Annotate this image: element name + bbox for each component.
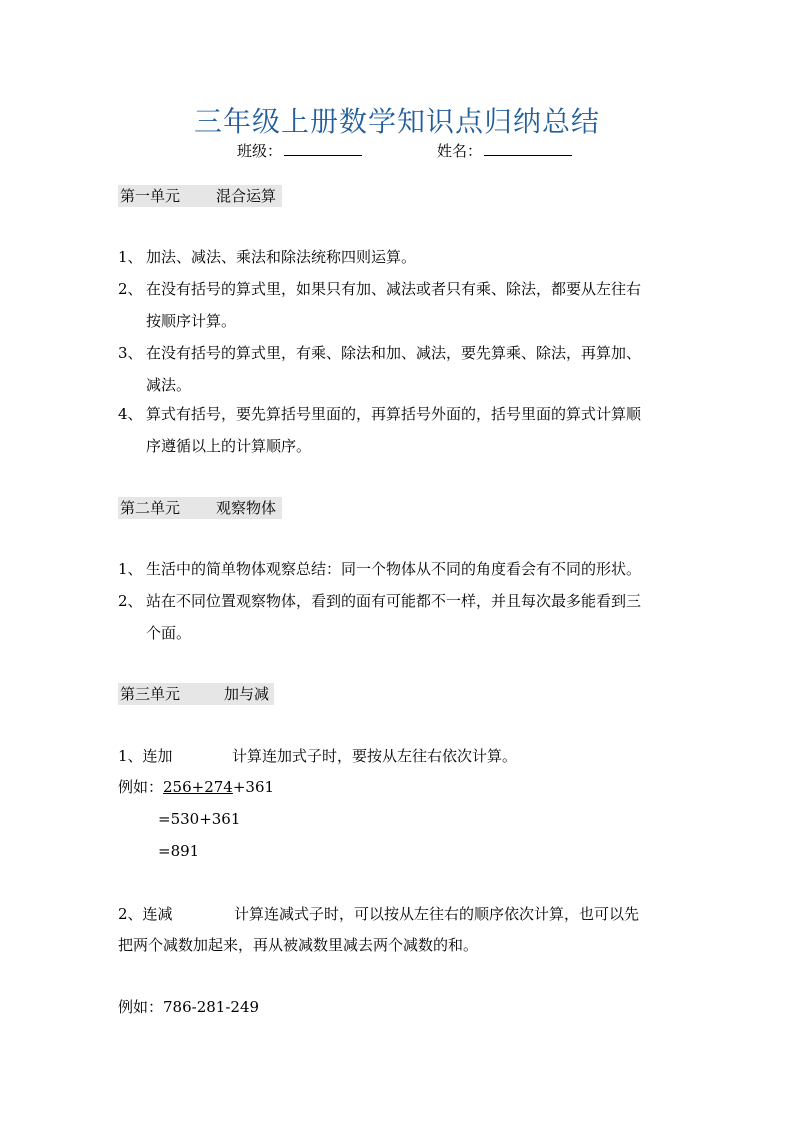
item-number: 2、 — [118, 592, 143, 610]
item-number: 1、 — [118, 248, 143, 266]
item-text: 加法、减法、乘法和除法统称四则运算。 — [146, 248, 417, 266]
class-field — [237, 140, 362, 161]
section-name: 观察物体 — [216, 499, 277, 517]
section-name: 混合运算 — [216, 187, 277, 205]
example-underlined-part: 256+274 — [163, 778, 233, 796]
subtraction-rule-text: 计算连减式子时，可以按从左往右的顺序依次计算，也可以先 — [234, 905, 640, 923]
item-text-continued: 序遵循以上的计算顺序。 — [146, 437, 312, 455]
list-item — [118, 553, 678, 585]
class-blank — [284, 141, 362, 156]
section-heading — [118, 497, 282, 519]
subtraction-rule-continued: 把两个减数加起来，再从被减数里减去两个减数的和。 — [118, 936, 479, 954]
item-number: 1、 — [118, 560, 143, 578]
item-text: 在没有括号的算式里，如果只有加、减法或者只有乘、除法，都要从左往右 — [146, 280, 642, 298]
list-item — [118, 241, 678, 273]
section-heading — [118, 185, 282, 207]
name-label: 姓名： — [437, 142, 483, 160]
section-number: 第三单元 — [120, 685, 181, 703]
addition-label: 1、连加 — [118, 747, 173, 765]
item-text: 算式有括号，要先算括号里面的，再算括号外面的，括号里面的算式计算顺 — [146, 405, 642, 423]
subtraction-rule — [118, 898, 639, 930]
subtraction-example: 例如：786-281-249 — [118, 998, 260, 1016]
example-prefix: 例如： — [118, 778, 164, 796]
addition-rule — [118, 740, 517, 772]
section-number: 第一单元 — [120, 187, 181, 205]
section-name: 加与减 — [224, 685, 270, 703]
item-number: 4、 — [118, 405, 143, 423]
item-text-continued: 按顺序计算。 — [146, 312, 237, 330]
item-text: 在没有括号的算式里，有乘、除法和加、减法，要先算乘、除法，再算加、 — [146, 344, 642, 362]
item-text-continued: 个面。 — [146, 624, 192, 642]
page-title: 三年级上册数学知识点归纳总结 — [193, 105, 600, 138]
item-text-continued: 减法。 — [146, 376, 192, 394]
item-number: 2、 — [118, 280, 143, 298]
list-item — [118, 273, 678, 337]
name-blank — [484, 141, 572, 156]
list-item — [118, 585, 678, 649]
class-label: 班级： — [237, 142, 283, 160]
addition-example — [118, 771, 274, 803]
section-heading — [118, 683, 274, 705]
name-field — [437, 140, 572, 161]
item-number: 3、 — [118, 344, 143, 362]
item-text: 生活中的简单物体观察总结：同一个物体从不同的角度看会有不同的形状。 — [146, 560, 642, 578]
addition-step-1: =530+361 — [158, 810, 241, 828]
addition-step-2: =891 — [158, 842, 200, 860]
list-item — [118, 337, 678, 401]
section-number: 第二单元 — [120, 499, 181, 517]
subtraction-label: 2、连减 — [118, 905, 173, 923]
addition-rule-text: 计算连加式子时，要按从左往右依次计算。 — [232, 747, 518, 765]
item-text: 站在不同位置观察物体，看到的面有可能都不一样，并且每次最多能看到三 — [146, 592, 642, 610]
example-rest: +361 — [232, 778, 275, 796]
list-item — [118, 398, 678, 462]
